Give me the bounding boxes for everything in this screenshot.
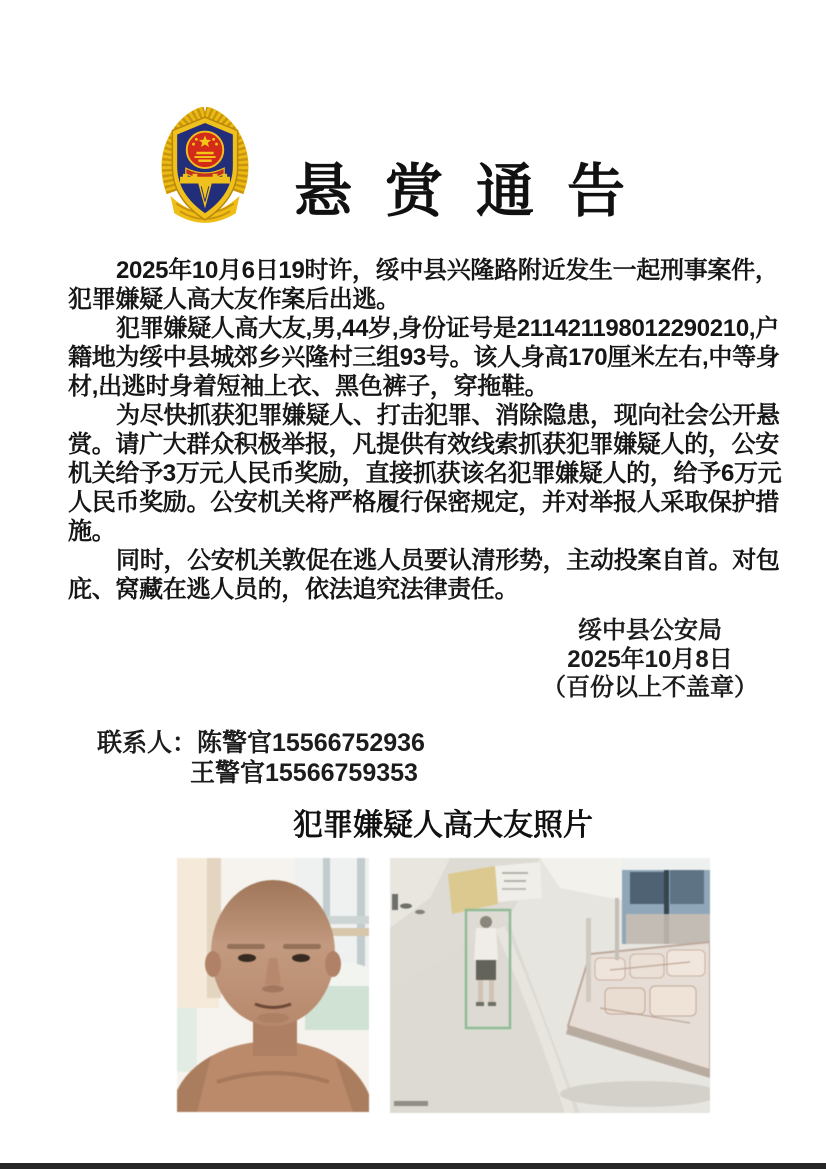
issuing-agency: 绥中县公安局 [578, 617, 722, 644]
notice-body [68, 256, 782, 604]
cctv-surveillance-photo [390, 858, 710, 1113]
body-line: 2025年10月6日19时许，绥中县兴隆路附近发生一起刑事案件， [116, 257, 779, 284]
body-line: 庇、窝藏在逃人员的，依法追究法律责任。 [68, 576, 519, 603]
contact-block [97, 729, 425, 788]
body-line: 籍地为绥中县城郊乡兴隆村三组93号。该人身高170厘米左右,中等身 [68, 344, 780, 371]
contact-officer-2: 王警官15566759353 [190, 758, 418, 787]
body-line: 机关给予3万元人民币奖励，直接抓获该名犯罪嫌疑人的，给予6万元 [68, 460, 782, 487]
signature-block [500, 617, 800, 703]
body-line: 赏。请广大群众积极举报，凡提供有效线索抓获犯罪嫌疑人的，公安 [68, 431, 779, 458]
police-badge-icon [157, 107, 253, 233]
body-line: 同时，公安机关敦促在逃人员要认清形势，主动投案自首。对包 [116, 547, 780, 574]
body-line: 犯罪嫌疑人高大友作案后出逃。 [68, 286, 400, 313]
contact-officer-1: 联系人：陈警官15566752936 [97, 729, 425, 757]
body-line: 材,出逃时身着短袖上衣、黑色裤子，穿拖鞋。 [68, 373, 549, 400]
body-line: 施。 [68, 518, 116, 545]
body-line: 犯罪嫌疑人高大友,男,44岁,身份证号是211421198012290210,户 [116, 315, 779, 342]
body-line: 人民币奖励。公安机关将严格履行保密规定，并对举报人采取保护措 [68, 489, 779, 516]
notice-title: 悬赏通告 [294, 159, 659, 224]
page-bottom-rule [0, 1163, 826, 1169]
photo-caption: 犯罪嫌疑人高大友照片 [293, 809, 593, 842]
body-line: 为尽快抓获犯罪嫌疑人、打击犯罪、消除隐患，现向社会公开悬 [116, 402, 780, 429]
issue-date: 2025年10月8日 [567, 645, 733, 673]
seal-note: （百份以上不盖章） [542, 674, 758, 701]
suspect-portrait-photo [177, 858, 369, 1112]
